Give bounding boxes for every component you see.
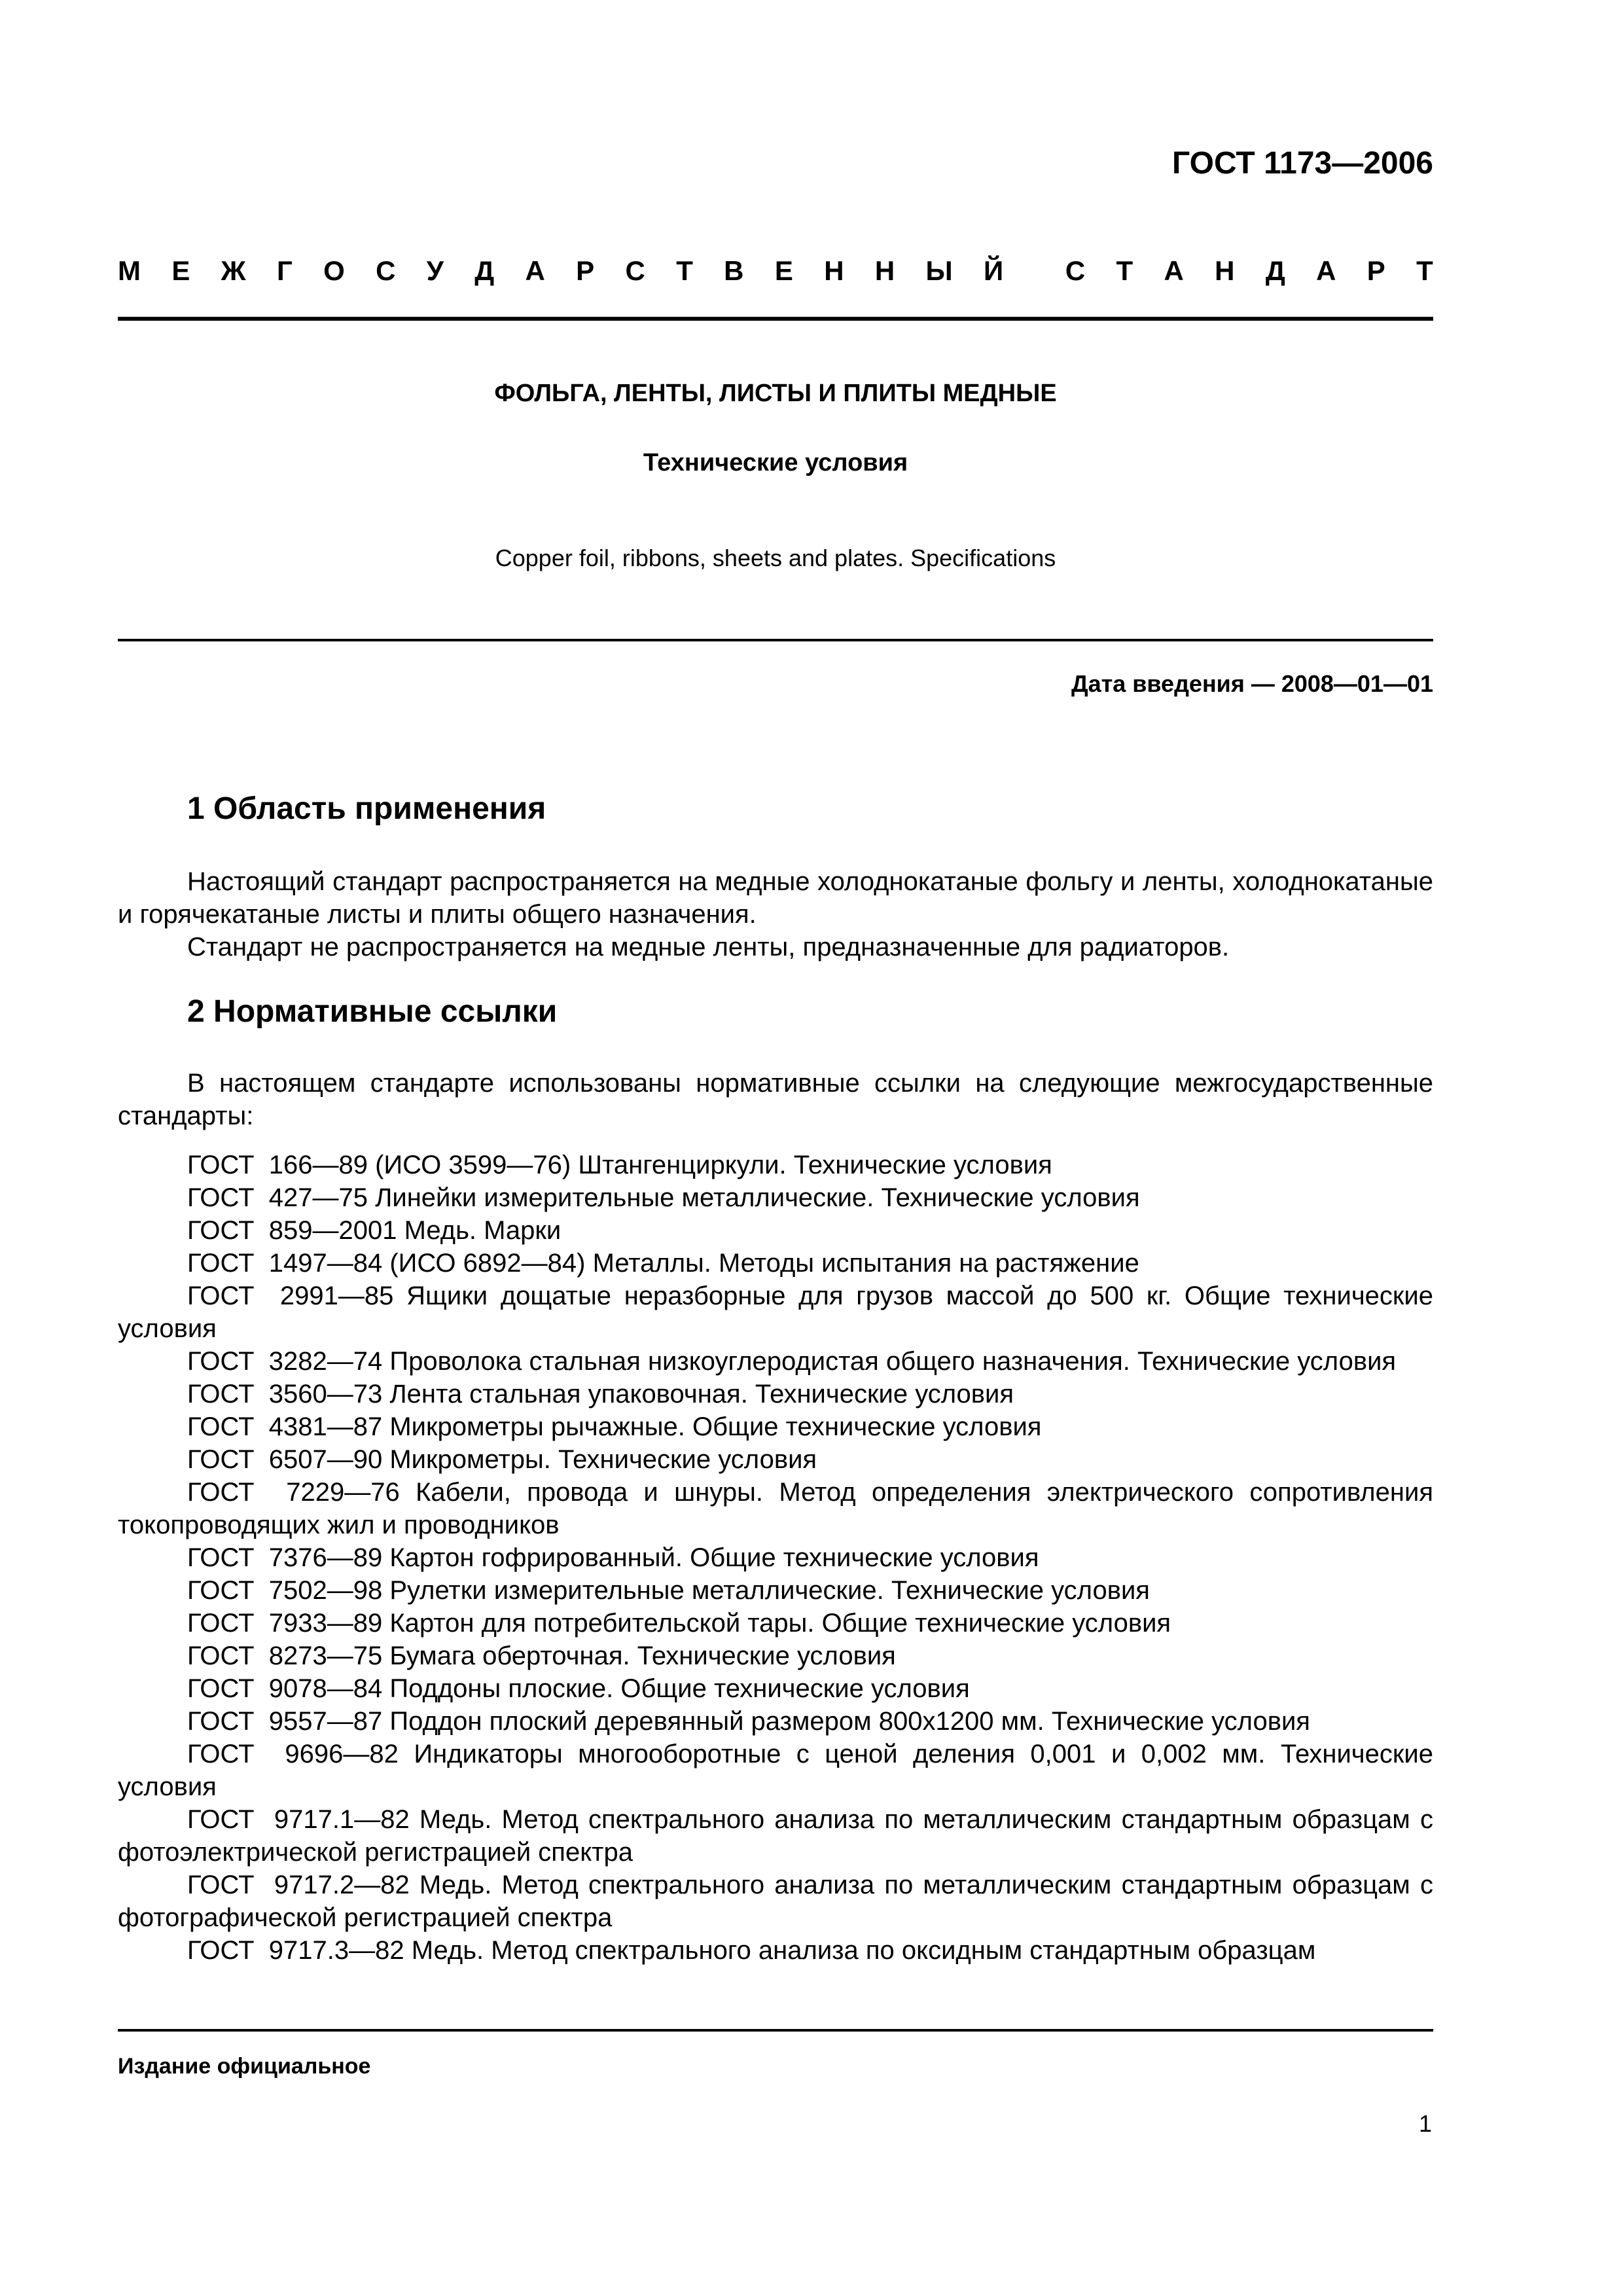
- title-divider: [118, 639, 1433, 641]
- reference-code: ГОСТ 2991—85: [187, 1282, 394, 1310]
- standard-type-letter: Д: [474, 255, 495, 286]
- standard-type-letter: Д: [1265, 255, 1285, 286]
- reference-title: Медь. Марки: [404, 1216, 562, 1245]
- standard-type-letter: Р: [1366, 255, 1385, 286]
- reference-item: [118, 1378, 1433, 1410]
- document-title: ФОЛЬГА, ЛЕНТЫ, ЛИСТЫ И ПЛИТЫ МЕДНЫЕ: [494, 380, 1057, 407]
- reference-title: Медь. Метод спектрального анализа по оксидным стандартным образцам: [411, 1936, 1316, 1965]
- reference-item: [118, 1410, 1433, 1443]
- reference-item: [118, 1934, 1433, 1967]
- reference-item: [118, 1181, 1433, 1214]
- reference-title: Ящики дощатые неразборные для грузов массой до 500 кг. Общие технические условия: [118, 1282, 1433, 1343]
- reference-code: ГОСТ 7933—89: [187, 1609, 383, 1638]
- reference-item: [118, 1149, 1433, 1181]
- standard-type-letter: Г: [276, 255, 293, 286]
- english-title: Copper foil, ribbons, sheets and plates. Specifications: [495, 545, 1056, 571]
- standard-type-letter: С: [376, 255, 396, 286]
- reference-code: ГОСТ 3282—74: [187, 1347, 383, 1376]
- reference-code: ГОСТ 9696—82: [187, 1740, 399, 1768]
- standard-type-letter: В: [724, 255, 744, 286]
- reference-item: [118, 1803, 1433, 1869]
- reference-item: [118, 1705, 1433, 1738]
- reference-code: ГОСТ 9717.1—82: [187, 1805, 410, 1834]
- reference-item: [118, 1214, 1433, 1247]
- reference-title: Микрометры рычажные. Общие технические условия: [389, 1412, 1042, 1441]
- reference-item: [118, 1541, 1433, 1574]
- reference-item: [118, 1672, 1433, 1705]
- reference-code: ГОСТ 3560—73: [187, 1380, 383, 1408]
- reference-item: [118, 1476, 1433, 1541]
- standard-type-letter: Т: [676, 255, 693, 286]
- standard-type-letter: О: [323, 255, 345, 286]
- reference-title: Индикаторы многооборотные с ценой деления 0,001 и 0,002 мм. Технические условия: [118, 1740, 1433, 1801]
- standard-type-letter: Т: [1416, 255, 1433, 286]
- standard-type-letter: У: [426, 255, 444, 286]
- document-subtitle: Технические условия: [643, 449, 908, 476]
- reference-code: ГОСТ 9717.3—82: [187, 1936, 404, 1965]
- normative-references-list: [118, 1149, 1433, 1967]
- reference-code: ГОСТ 9078—84: [187, 1674, 383, 1703]
- standard-type-letter: Н: [824, 255, 844, 286]
- reference-title: Линейки измерительные металлические. Технические условия: [375, 1183, 1140, 1212]
- page-number: 1: [1418, 2110, 1432, 2137]
- section-1-paragraph-2: Стандарт не распространяется на медные ленты, предназначенные для радиаторов.: [187, 933, 1230, 961]
- standard-type-letter: Е: [774, 255, 793, 286]
- standard-type-heading: [118, 255, 1433, 287]
- reference-code: ГОСТ 1497—84 (ИСО 6892—84): [187, 1249, 586, 1278]
- reference-item: [118, 1280, 1433, 1345]
- standard-type-letter: Ж: [221, 255, 246, 286]
- standard-type-letter: Й: [983, 255, 1004, 286]
- footer-divider: [118, 2029, 1433, 2032]
- section-2-intro: В настоящем стандарте использованы нормативные ссылки на следующие межгосударственные стандарты:: [118, 1069, 1433, 1130]
- reference-item: [118, 1738, 1433, 1803]
- standard-type-letter: С: [625, 255, 645, 286]
- reference-title: Рулетки измерительные металлические. Технические условия: [389, 1576, 1150, 1605]
- standard-type-letter: Р: [576, 255, 595, 286]
- reference-code: ГОСТ 7502—98: [187, 1576, 383, 1605]
- header-divider: [118, 317, 1433, 321]
- standard-type-letter: А: [525, 255, 545, 286]
- reference-title: Лента стальная упаковочная. Технические условия: [389, 1380, 1014, 1408]
- standard-type-letter: Ы: [925, 255, 953, 286]
- standard-type-letter: А: [1316, 255, 1336, 286]
- standard-type-letter: Н: [874, 255, 895, 286]
- reference-item: [118, 1869, 1433, 1934]
- reference-code: ГОСТ 7229—76: [187, 1478, 400, 1507]
- reference-title: Бумага оберточная. Технические условия: [389, 1641, 896, 1670]
- reference-code: ГОСТ 6507—90: [187, 1445, 383, 1474]
- introduction-date: Дата введения — 2008—01—01: [1071, 670, 1433, 697]
- section-1-paragraph-1: Настоящий стандарт распространяется на медные холоднокатаные фольгу и ленты, холоднокатаные и горячекатаные листы и плиты общего назначения.: [118, 867, 1433, 929]
- section-2-heading: 2 Нормативные ссылки: [187, 994, 558, 1029]
- standard-type-letter: А: [1164, 255, 1184, 286]
- reference-code: ГОСТ 4381—87: [187, 1412, 383, 1441]
- edition-note: Издание официальное: [118, 2054, 371, 2079]
- reference-title: Проволока стальная низкоуглеродистая общего назначения. Технические условия: [389, 1347, 1397, 1376]
- standard-type-letter: М: [118, 255, 141, 286]
- reference-code: ГОСТ 9717.2—82: [187, 1871, 410, 1899]
- reference-code: ГОСТ 166—89 (ИСО 3599—76): [187, 1151, 571, 1179]
- reference-title: Картон гофрированный. Общие технические условия: [389, 1543, 1039, 1572]
- standard-type-letter: Т: [1116, 255, 1133, 286]
- reference-item: [118, 1247, 1433, 1280]
- reference-title: Металлы. Методы испытания на растяжение: [592, 1249, 1139, 1278]
- reference-title: Картон для потребительской тары. Общие технические условия: [389, 1609, 1171, 1638]
- document-code: ГОСТ 1173—2006: [1172, 146, 1433, 181]
- reference-title: Поддон плоский деревянный размером 800х1200 мм. Технические условия: [389, 1707, 1310, 1736]
- reference-item: [118, 1345, 1433, 1378]
- reference-title: Медь. Метод спектрального анализа по металлическим стандартным образцам с фотоэлектрической регистрацией спектра: [118, 1805, 1433, 1867]
- reference-title: Медь. Метод спектрального анализа по металлическим стандартным образцам с фотографической регистрацией спектра: [118, 1871, 1433, 1932]
- reference-title: Кабели, провода и шнуры. Метод определения электрического сопротивления токопроводящих жил и проводников: [118, 1478, 1433, 1539]
- reference-title: Поддоны плоские. Общие технические условия: [389, 1674, 970, 1703]
- reference-item: [118, 1640, 1433, 1672]
- standard-type-letter: С: [1065, 255, 1086, 286]
- section-1-heading: 1 Область применения: [187, 791, 546, 826]
- reference-code: ГОСТ 427—75: [187, 1183, 368, 1212]
- standard-type-letter: Е: [171, 255, 190, 286]
- reference-item: [118, 1443, 1433, 1476]
- standard-type-letter: Н: [1215, 255, 1235, 286]
- reference-title: Штангенциркули. Технические условия: [578, 1151, 1052, 1179]
- reference-code: ГОСТ 859—2001: [187, 1216, 397, 1245]
- reference-title: Микрометры. Технические условия: [389, 1445, 817, 1474]
- reference-code: ГОСТ 9557—87: [187, 1707, 383, 1736]
- reference-code: ГОСТ 8273—75: [187, 1641, 383, 1670]
- reference-item: [118, 1574, 1433, 1607]
- reference-code: ГОСТ 7376—89: [187, 1543, 383, 1572]
- reference-item: [118, 1607, 1433, 1640]
